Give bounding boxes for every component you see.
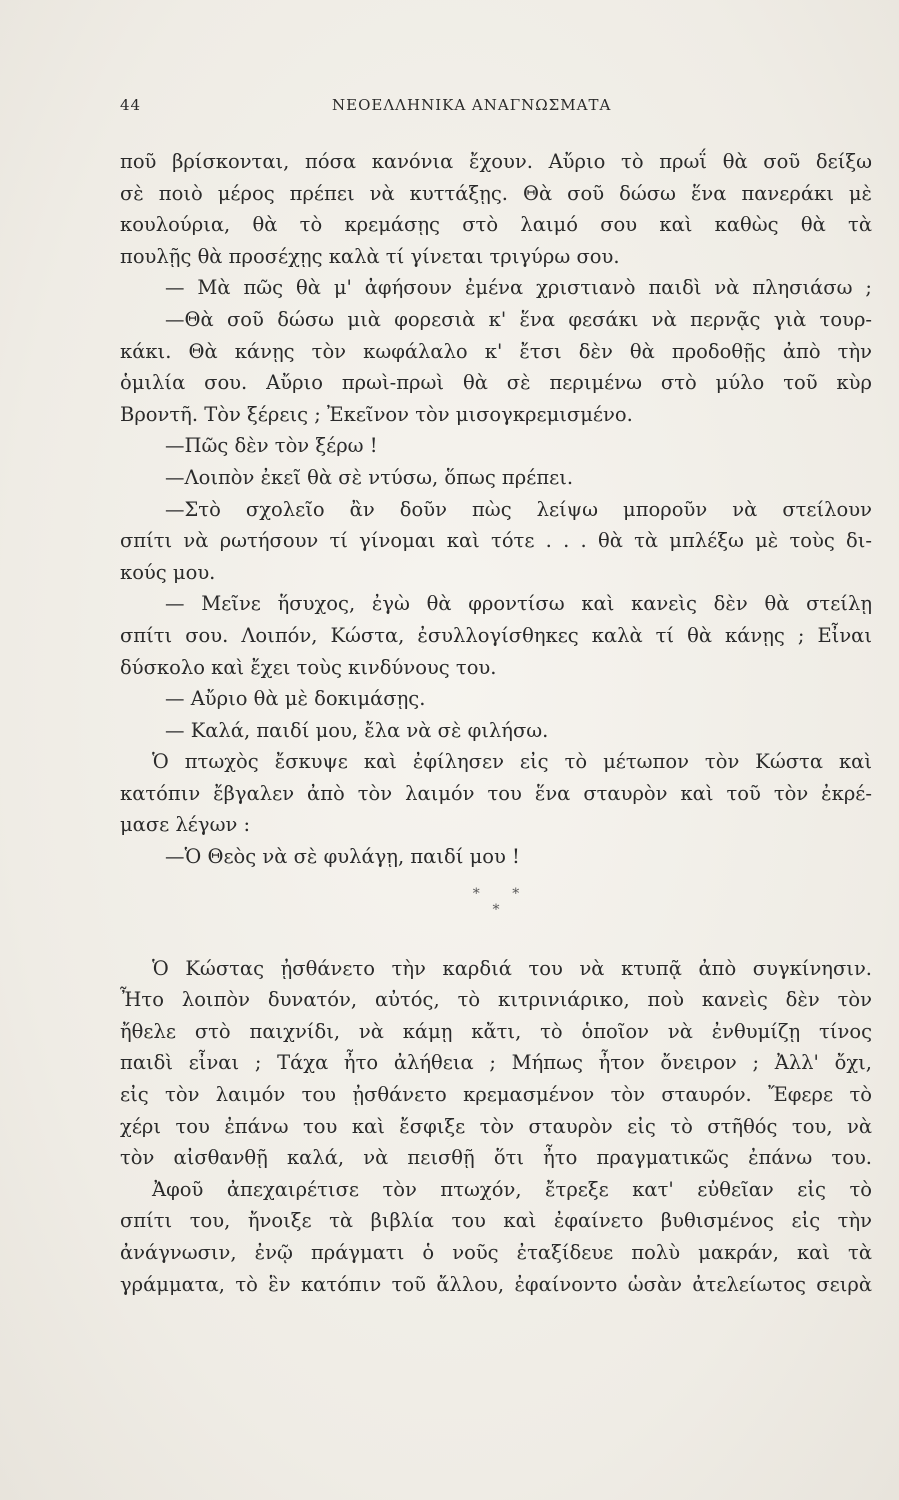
dialogue-line: —Θὰ σοῦ δώσω μιὰ φορεσιὰ κ' ἕνα φεσάκι νὰ περνᾷς γιὰ τουρ- bbox=[165, 307, 872, 331]
section-break bbox=[120, 873, 872, 953]
text-line: ὁμιλία σου. Αὔριο πρωὶ-πρωὶ θὰ σὲ περιμένω στὸ μύλο τοῦ κὺρ bbox=[120, 371, 872, 395]
dialogue-line: —Λοιπὸν ἐκεῖ θὰ σὲ ντύσω, ὅπως πρέπει. bbox=[165, 465, 574, 489]
dialogue-line: — Αὔριο θὰ μὲ δοκιμάσῃς. bbox=[165, 687, 426, 711]
text-line: κουλούρια, θὰ τὸ κρεμάσῃς στὸ λαιμό σου καὶ καθὼς θὰ τὰ bbox=[120, 213, 872, 237]
text-line: εἰς τὸν λαιμόν του ᾐσθάνετο κρεμασμένον τὸν σταυρόν. Ἔφερε τὸ bbox=[120, 1083, 872, 1107]
running-head: ΝΕΟΕΛΛΗΝΙΚΑ ΑΝΑΓΝΩΣΜΑΤΑ bbox=[332, 96, 612, 114]
text-line: Ἦτο λοιπὸν δυνατόν, αὐτός, τὸ κιτρινιάρικο, ποὺ κανεὶς δὲν τὸν bbox=[120, 988, 872, 1012]
page-number: 44 bbox=[120, 96, 142, 114]
text-line: σπίτι του, ἤνοιξε τὰ βιβλία του καὶ ἐφαίνετο βυθισμένος εἰς τὴν bbox=[120, 1209, 872, 1233]
body-text bbox=[120, 146, 872, 1300]
dialogue-line: —Στὸ σχολεῖο ἂν δοῦν πὼς λείψω μποροῦν νὰ στείλουν bbox=[165, 497, 872, 521]
text-line: σὲ ποιὸ μέρος πρέπει νὰ κυττάξῃς. Θὰ σοῦ δώσω ἕνα πανεράκι μὲ bbox=[120, 181, 872, 205]
paragraph-line: Ὁ πτωχὸς ἔσκυψε καὶ ἐφίλησεν εἰς τὸ μέτωπον τὸν Κώστα καὶ bbox=[152, 750, 872, 774]
dialogue-line: — Μὰ πῶς θὰ μ' ἀφήσουν ἐμένα χριστιανὸ παιδὶ νὰ πλησιάσω ; bbox=[165, 276, 872, 300]
dialogue-line: — Καλά, παιδί μου, ἔλα νὰ σὲ φιλήσω. bbox=[165, 718, 549, 742]
text-line: ἤθελε στὸ παιχνίδι, νὰ κάμῃ κἄτι, τὸ ὁποῖον νὰ ἐνθυμίζῃ τίνος bbox=[120, 1019, 872, 1043]
text-line: Βροντῆ. Τὸν ξέρεις ; Ἐκεῖνον τὸν μισογκρεμισμένο. bbox=[120, 402, 633, 426]
text-line: κούς μου. bbox=[120, 560, 216, 584]
text-line: γράμματα, τὸ ἓν κατόπιν τοῦ ἄλλου, ἐφαίνοντο ὡσὰν ἀτελείωτος σειρὰ bbox=[120, 1272, 872, 1296]
text-line: παιδὶ εἶναι ; Τάχα ἦτο ἀλήθεια ; Μήπως ἦτον ὄνειρον ; Ἀλλ' ὄχι, bbox=[120, 1051, 872, 1075]
page-header bbox=[120, 96, 869, 120]
paragraph-line: Ὁ Κώστας ᾐσθάνετο τὴν καρδιά του νὰ κτυπᾷ ἀπὸ συγκίνησιν. bbox=[152, 956, 872, 980]
dialogue-line: —Ὁ Θεὸς νὰ σὲ φυλάγῃ, παιδί μου ! bbox=[165, 845, 520, 869]
dialogue-line: — Μεῖνε ἥσυχος, ἐγὼ θὰ φροντίσω καὶ κανεὶς δὲν θὰ στείλῃ bbox=[165, 592, 872, 616]
text-line: πουλῇς θὰ προσέχῃς καλὰ τί γίνεται τριγύρω σου. bbox=[120, 244, 620, 268]
text-line: δύσκολο καὶ ἔχει τοὺς κινδύνους του. bbox=[120, 655, 497, 679]
text-line: σπίτι σου. Λοιπόν, Κώστα, ἐσυλλογίσθηκες καλὰ τί θὰ κάνῃς ; Εἶναι bbox=[120, 623, 872, 647]
text-line: σπίτι νὰ ρωτήσουν τί γίνομαι καὶ τότε . . . θὰ τὰ μπλέξω μὲ τοὺς δι- bbox=[120, 529, 872, 553]
asterism-bottom: * bbox=[492, 901, 500, 918]
text-line: ποῦ βρίσκονται, πόσα κανόνια ἔχουν. Αὔριο τὸ πρωΐ θὰ σοῦ δείξω bbox=[120, 150, 872, 173]
text-line: κάκι. Θὰ κάνῃς τὸν κωφάλαλο κ' ἔτσι δὲν θὰ προδοθῇς ἀπὸ τὴν bbox=[120, 339, 872, 363]
dialogue-line: —Πῶς δὲν τὸν ξέρω ! bbox=[165, 434, 378, 458]
text-line: μασε λέγων : bbox=[120, 813, 251, 837]
text-line: χέρι του ἐπάνω του καὶ ἔσφιξε τὸν σταυρὸν εἰς τὸ στῆθός του, νὰ bbox=[120, 1114, 872, 1138]
text-line: κατόπιν ἔβγαλεν ἀπὸ τὸν λαιμόν του ἕνα σταυρὸν καὶ τοῦ τὸν ἐκρέ- bbox=[120, 781, 872, 805]
paragraph-line: Ἀφοῦ ἀπεχαιρέτισε τὸν πτωχόν, ἔτρεξε κατ' εὐθεῖαν εἰς τὸ bbox=[152, 1177, 872, 1201]
asterism-top: * * bbox=[472, 885, 534, 902]
text-line: τὸν αἰσθανθῇ καλά, νὰ πεισθῇ ὅτι ἦτο πραγματικῶς ἐπάνω του. bbox=[120, 1146, 872, 1170]
text-line: ἀνάγνωσιν, ἐνῷ πράγματι ὁ νοῦς ἐταξίδευε πολὺ μακράν, καὶ τὰ bbox=[120, 1241, 872, 1264]
